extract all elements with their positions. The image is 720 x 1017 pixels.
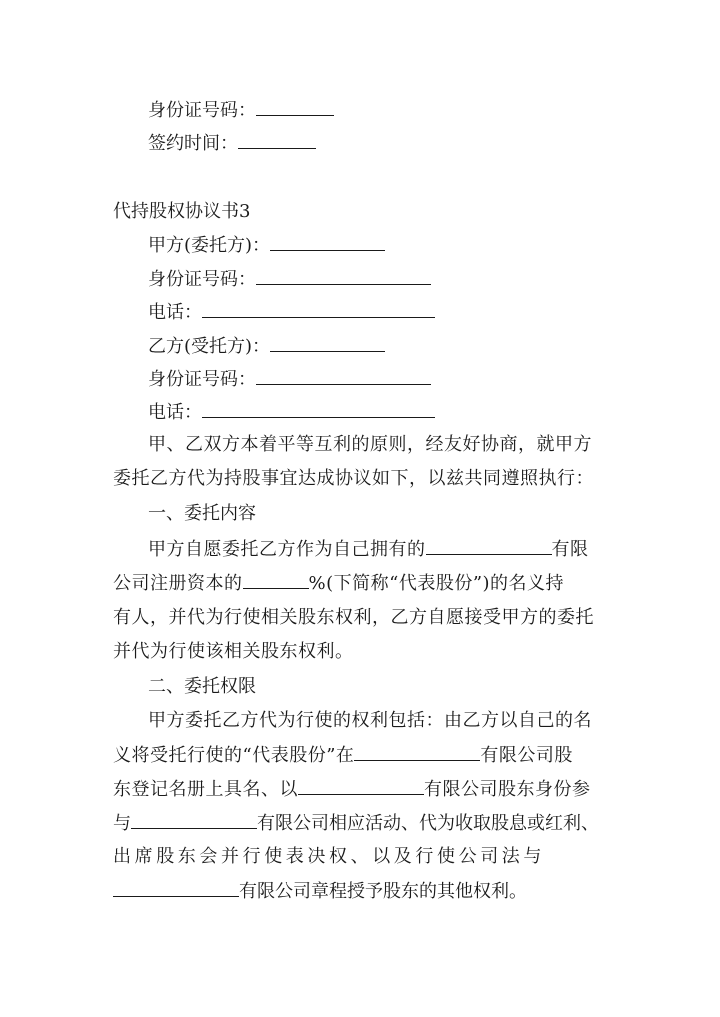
section-2-line-1: 甲方委托乙方代为行使的权利包括：由乙方以自己的名 xyxy=(148,710,592,731)
party-a-phone-label: 电话： xyxy=(148,302,202,323)
section-1-heading: 一、委托内容 xyxy=(148,503,256,524)
section-1-line-2 xyxy=(113,571,564,595)
section-1-line-1-pre: 甲方自愿委托乙方作为自己拥有的 xyxy=(148,539,426,560)
company-name-blank-2 xyxy=(354,743,480,761)
signing-time-blank xyxy=(238,131,316,149)
party-b-label: 乙方(受托方)： xyxy=(148,336,271,357)
id-number-line xyxy=(148,98,334,122)
party-b-blank xyxy=(270,334,385,352)
section-1-line-4: 并代为行使该相关股东权利。 xyxy=(113,641,354,662)
intro-line-2: 委托乙方代为持股事宜达成协议如下，以兹共同遵照执行： xyxy=(113,468,594,489)
party-b-id-label: 身份证号码： xyxy=(148,369,256,390)
party-b-id-blank xyxy=(256,367,431,385)
section-2-heading: 二、委托权限 xyxy=(148,676,256,697)
section-2-line-6-post: 有限公司章程授予股东的其他权利。 xyxy=(239,881,527,902)
id-number-label: 身份证号码： xyxy=(148,100,256,121)
party-b-id-line xyxy=(148,367,431,391)
company-name-blank-5 xyxy=(113,879,239,897)
section-1-line-1 xyxy=(148,537,589,561)
party-b-phone-line xyxy=(148,400,435,424)
id-number-blank xyxy=(256,98,334,116)
section-2-line-2-post: 有限公司股 xyxy=(480,745,573,766)
section-2-line-2-pre: 义将受托行使的“代表股份”在 xyxy=(113,745,355,766)
party-b-phone-label: 电话： xyxy=(148,402,202,423)
party-b-phone-blank xyxy=(202,400,435,418)
agreement-title: 代持股权协议书3 xyxy=(113,201,251,222)
party-a-line xyxy=(148,233,385,257)
party-a-id-line xyxy=(148,267,431,291)
party-a-label: 甲方(委托方)： xyxy=(148,235,271,256)
party-a-id-label: 身份证号码： xyxy=(148,269,256,290)
section-2-line-3-pre: 东登记名册上具名、以 xyxy=(113,779,298,800)
company-name-blank-3 xyxy=(298,777,424,795)
section-1-line-1-post: 有限 xyxy=(551,539,589,560)
percentage-blank xyxy=(243,571,309,589)
signing-time-line xyxy=(148,131,316,155)
section-2-line-5: 出席股东会并行使表决权、以及行使公司法与 xyxy=(113,846,545,867)
section-2-line-4 xyxy=(113,811,599,835)
section-1-line-2-post: %(下简称“代表股份”)的名义持 xyxy=(308,573,565,594)
company-name-blank-4 xyxy=(131,811,257,829)
section-1-line-3: 有人，并代为行使相关股东权利，乙方自愿接受甲方的委托 xyxy=(113,607,594,628)
section-2-line-6 xyxy=(113,879,527,903)
party-a-phone-line xyxy=(148,300,435,324)
section-2-line-4-post: 有限公司相应活动、代为收取股息或红利、 xyxy=(257,813,599,834)
party-a-blank xyxy=(270,233,385,251)
party-a-id-blank xyxy=(256,267,431,285)
section-2-line-4-pre: 与 xyxy=(113,813,131,834)
section-1-line-2-pre: 公司注册资本的 xyxy=(113,573,243,594)
party-b-line xyxy=(148,334,385,358)
party-a-phone-blank xyxy=(202,300,435,318)
section-2-line-3-post: 有限公司股东身份参 xyxy=(424,779,591,800)
section-2-line-3 xyxy=(113,777,591,801)
company-name-blank-1 xyxy=(426,537,552,555)
intro-line-1: 甲、乙双方本着平等互利的原则，经友好协商，就甲方 xyxy=(148,434,592,455)
signing-time-label: 签约时间： xyxy=(148,133,238,154)
section-2-line-2 xyxy=(113,743,573,767)
